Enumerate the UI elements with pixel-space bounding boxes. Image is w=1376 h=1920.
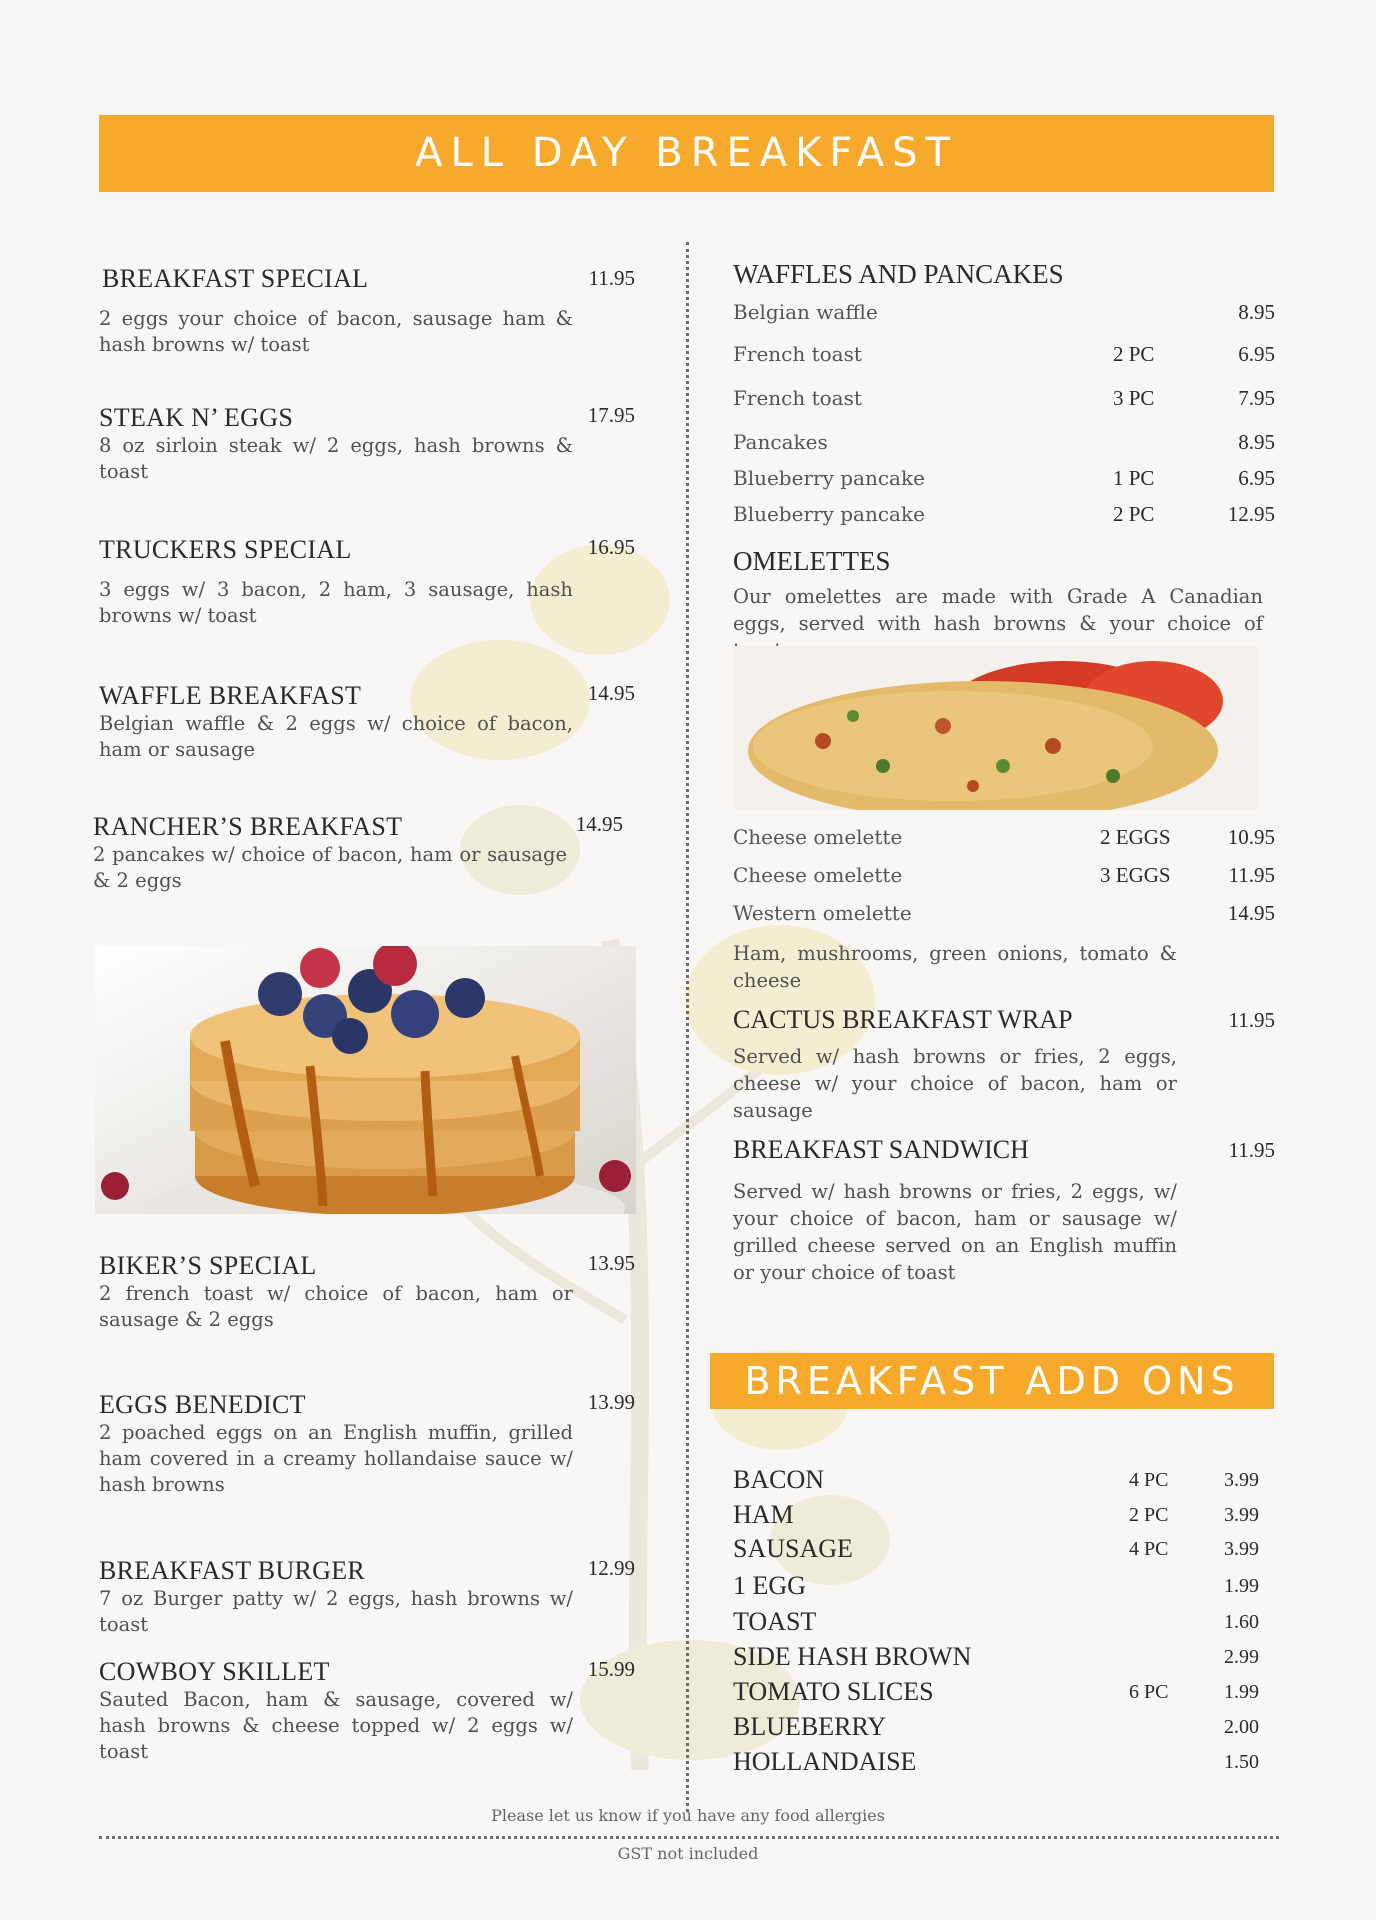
addon-price: 2.99 (1224, 1646, 1259, 1668)
item-description: 2 french toast w/ choice of bacon, ham or sausage & 2 eggs (99, 1282, 573, 1331)
gst-note: GST not included (617, 1844, 759, 1863)
row-name: Western omelette (733, 901, 912, 925)
sandwich-title: BREAKFAST SANDWICH (733, 1135, 1029, 1164)
row-price: 6.95 (1238, 466, 1275, 490)
omelettes-section-title: OMELETTES (733, 546, 891, 576)
item-price: 13.95 (587, 1251, 635, 1275)
footer-divider (99, 1836, 1279, 1839)
addon-price: 1.60 (1224, 1611, 1259, 1633)
sandwich-description: Served w/ hash browns or fries, 2 eggs, w/ your choice of bacon, ham or sausage w/ grilled cheese served on an English muffin or your choice of toast (733, 1180, 1177, 1284)
row-name: Blueberry pancake (733, 466, 925, 490)
row-price: 11.95 (1228, 863, 1275, 887)
row-qty: 1 PC (1113, 466, 1155, 490)
menu-item (99, 535, 639, 629)
wrap-title: CACTUS BREAKFAST WRAP (733, 1005, 1073, 1034)
addon-row (733, 1677, 1263, 1711)
item-name: BIKER’S SPECIAL (99, 1251, 317, 1280)
item-name: WAFFLE BREAKFAST (99, 681, 362, 710)
addon-name: TOAST (733, 1607, 817, 1636)
menu-row (733, 300, 1275, 330)
item-price: 16.95 (587, 535, 635, 559)
addon-name: HOLLANDAISE (733, 1747, 917, 1776)
all-day-breakfast-banner: ALL DAY BREAKFAST (99, 115, 1274, 192)
addon-qty: 6 PC (1129, 1681, 1169, 1703)
item-price: 12.99 (587, 1556, 635, 1580)
addon-qty: 4 PC (1129, 1538, 1169, 1560)
item-name: EGGS BENEDICT (99, 1390, 306, 1419)
menu-row (733, 901, 1275, 931)
addon-price: 3.99 (1224, 1538, 1259, 1560)
item-price: 17.95 (587, 403, 635, 427)
row-price: 12.95 (1227, 502, 1275, 526)
addon-price: 3.99 (1224, 1504, 1259, 1526)
addon-row (733, 1712, 1263, 1746)
row-price: 14.95 (1227, 901, 1275, 925)
menu-row (733, 502, 1275, 532)
addon-name: 1 EGG (733, 1571, 806, 1600)
item-name: BREAKFAST SPECIAL (102, 264, 369, 293)
menu-item (99, 1556, 639, 1638)
addon-price: 3.99 (1224, 1469, 1259, 1491)
menu-row (733, 825, 1275, 855)
row-name: Cheese omelette (733, 863, 903, 887)
wrap-price: 11.95 (1228, 1008, 1275, 1032)
item-name: STEAK N’ EGGS (99, 403, 294, 432)
row-qty: 3 PC (1113, 386, 1155, 410)
menu-item (99, 264, 639, 358)
menu-row (733, 430, 1275, 460)
addon-price: 1.99 (1224, 1575, 1259, 1597)
addon-row (733, 1571, 1263, 1605)
wrap-description: Served w/ hash browns or fries, 2 eggs, cheese w/ your choice of bacon, ham or sausage (733, 1045, 1177, 1122)
row-price: 8.95 (1238, 430, 1275, 454)
omelettes-description: Our omelettes are made with Grade A Canadian eggs, served with hash browns & your choice of (733, 585, 1263, 635)
row-qty: 2 PC (1113, 502, 1155, 526)
row-name: Pancakes (733, 430, 828, 454)
addon-row (733, 1607, 1263, 1641)
column-divider (686, 242, 689, 1812)
item-price: 14.95 (587, 681, 635, 705)
western-omelette-description: Ham, mushrooms, green onions, tomato & cheese (733, 942, 1177, 992)
item-description: Sauted Bacon, ham & sausage, covered w/ hash browns & cheese topped w/ 2 eggs w/ toast (99, 1688, 573, 1763)
item-description: 7 oz Burger patty w/ 2 eggs, hash browns w/ toast (99, 1587, 573, 1636)
item-price: 15.99 (587, 1657, 635, 1681)
addon-qty: 2 PC (1129, 1504, 1169, 1526)
addon-row (733, 1465, 1263, 1499)
row-name: Belgian waffle (733, 300, 878, 324)
addon-row (733, 1500, 1263, 1534)
item-description: 3 eggs w/ 3 bacon, 2 ham, 3 sausage, hash browns w/ toast (99, 578, 573, 627)
row-price: 6.95 (1238, 342, 1275, 366)
allergy-note: Please let us know if you have any food allergies (491, 1806, 885, 1825)
addon-price: 1.50 (1224, 1751, 1259, 1773)
row-qty: 2 EGGS (1100, 825, 1171, 849)
addon-name: HAM (733, 1500, 794, 1529)
pancakes-image (95, 946, 636, 1214)
menu-item (99, 403, 639, 485)
row-price: 7.95 (1238, 386, 1275, 410)
item-price: 14.95 (575, 812, 623, 836)
addon-price: 2.00 (1224, 1716, 1259, 1738)
addon-row (733, 1534, 1263, 1568)
addon-row (733, 1747, 1263, 1781)
menu-item (93, 812, 633, 894)
item-name: BREAKFAST BURGER (99, 1556, 366, 1585)
menu-row (733, 863, 1275, 893)
addon-row (733, 1642, 1263, 1676)
item-description: 2 eggs your choice of bacon, sausage ham & hash browns w/ toast (99, 307, 573, 356)
addon-name: BLUEBERRY (733, 1712, 887, 1741)
row-name: French toast (733, 386, 862, 410)
menu-item (99, 1251, 639, 1333)
item-description: 2 poached eggs on an English muffin, grilled ham covered in a creamy hollandaise sauce w/ hash browns (99, 1421, 573, 1496)
waffles-section-title: WAFFLES AND PANCAKES (733, 259, 1064, 289)
row-name: Blueberry pancake (733, 502, 925, 526)
addon-name: TOMATO SLICES (733, 1677, 934, 1706)
omelette-image (733, 646, 1259, 810)
breakfast-add-ons-banner: BREAKFAST ADD ONS (710, 1353, 1274, 1409)
addon-name: SIDE HASH BROWN (733, 1642, 972, 1671)
menu-row (733, 386, 1275, 416)
row-name: Cheese omelette (733, 825, 903, 849)
addon-name: SAUSAGE (733, 1534, 853, 1563)
row-qty: 2 PC (1113, 342, 1155, 366)
item-name: COWBOY SKILLET (99, 1657, 330, 1686)
menu-item (99, 1657, 639, 1765)
item-price: 13.99 (587, 1390, 635, 1414)
sandwich-price: 11.95 (1228, 1138, 1275, 1162)
row-name: French toast (733, 342, 862, 366)
item-name: TRUCKERS SPECIAL (99, 535, 352, 564)
item-description: 2 pancakes w/ choice of bacon, ham or sausage & 2 eggs (93, 843, 567, 892)
item-description: Belgian waffle & 2 eggs w/ choice of bacon, ham or sausage (99, 712, 573, 761)
menu-row (733, 342, 1275, 372)
item-description: 8 oz sirloin steak w/ 2 eggs, hash browns & toast (99, 434, 573, 483)
row-qty: 3 EGGS (1100, 863, 1171, 887)
item-price: 11.95 (588, 266, 635, 290)
menu-item (99, 681, 639, 763)
menu-item (99, 1390, 639, 1498)
row-price: 10.95 (1227, 825, 1275, 849)
addon-price: 1.99 (1224, 1681, 1259, 1703)
addon-qty: 4 PC (1129, 1469, 1169, 1491)
row-price: 8.95 (1238, 300, 1275, 324)
addon-name: BACON (733, 1465, 825, 1494)
menu-row (733, 466, 1275, 496)
item-name: RANCHER’S BREAKFAST (93, 812, 403, 841)
